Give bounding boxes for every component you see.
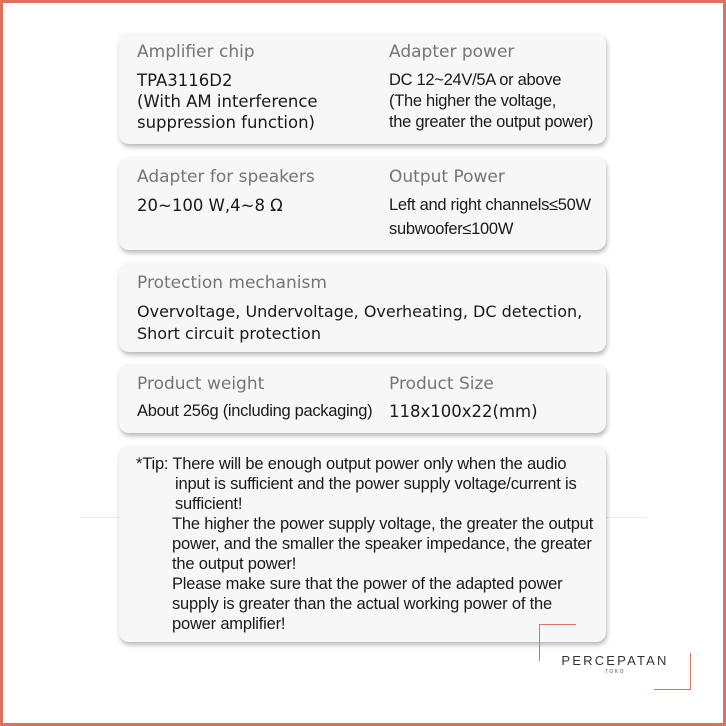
tip-line-7: Please make sure that the power of the adapted power <box>172 575 563 593</box>
adapter-power-label: Adapter power <box>389 42 515 62</box>
size-label: Product Size <box>389 374 494 394</box>
tip-line-9: power amplifier! <box>172 615 286 633</box>
store-logo <box>539 624 691 690</box>
spec-card-speakers-output <box>119 157 606 250</box>
output-power-value-line-2: subwoofer≤100W <box>389 220 514 238</box>
protection-value-line-2: Short circuit protection <box>137 324 321 343</box>
chip-value-line-3: suppression function) <box>137 113 315 132</box>
spec-card-protection <box>119 263 606 352</box>
chip-value-line-1: TPA3116D2 <box>137 71 233 90</box>
logo-subtitle: TOKO <box>604 669 626 675</box>
spec-card-weight-size <box>119 364 606 433</box>
protection-value-line-1: Overvoltage, Undervoltage, Overheating, DC detection, <box>137 302 583 321</box>
size-value: 118x100x22(mm) <box>389 402 538 421</box>
weight-label: Product weight <box>137 374 265 394</box>
tip-line-5: power, and the smaller the speaker impedance, the greater <box>172 535 592 553</box>
tip-card <box>119 446 606 642</box>
adapter-power-value-line-3: the greater the output power) <box>389 113 594 131</box>
output-power-value-line-1: Left and right channels≤50W <box>389 196 591 214</box>
chip-label: Amplifier chip <box>137 42 255 62</box>
adapter-power-value-line-1: DC 12~24V/5A or above <box>389 71 562 89</box>
output-power-label: Output Power <box>389 167 505 187</box>
tip-line-8: supply is greater than the actual working power of the <box>172 595 552 613</box>
speakers-label: Adapter for speakers <box>137 167 315 187</box>
tip-line-1: *Tip: There will be enough output power only when the audio <box>136 455 567 473</box>
tip-line-3: sufficient! <box>175 495 243 513</box>
logo-name: PERCEPATAN <box>561 653 669 668</box>
speakers-value: 20~100 W,4~8 Ω <box>137 196 283 215</box>
weight-value: About 256g (including packaging) <box>137 402 373 420</box>
tip-line-2: input is sufficient and the power supply voltage/current is <box>175 475 577 493</box>
adapter-power-value-line-2: (The higher the voltage, <box>389 92 557 110</box>
protection-label: Protection mechanism <box>137 273 327 293</box>
tip-line-4: The higher the power supply voltage, the greater the output <box>172 515 594 533</box>
chip-value-line-2: (With AM interference <box>137 92 318 111</box>
spec-card-chip-power <box>119 33 606 144</box>
tip-line-6: the output power! <box>172 555 297 573</box>
